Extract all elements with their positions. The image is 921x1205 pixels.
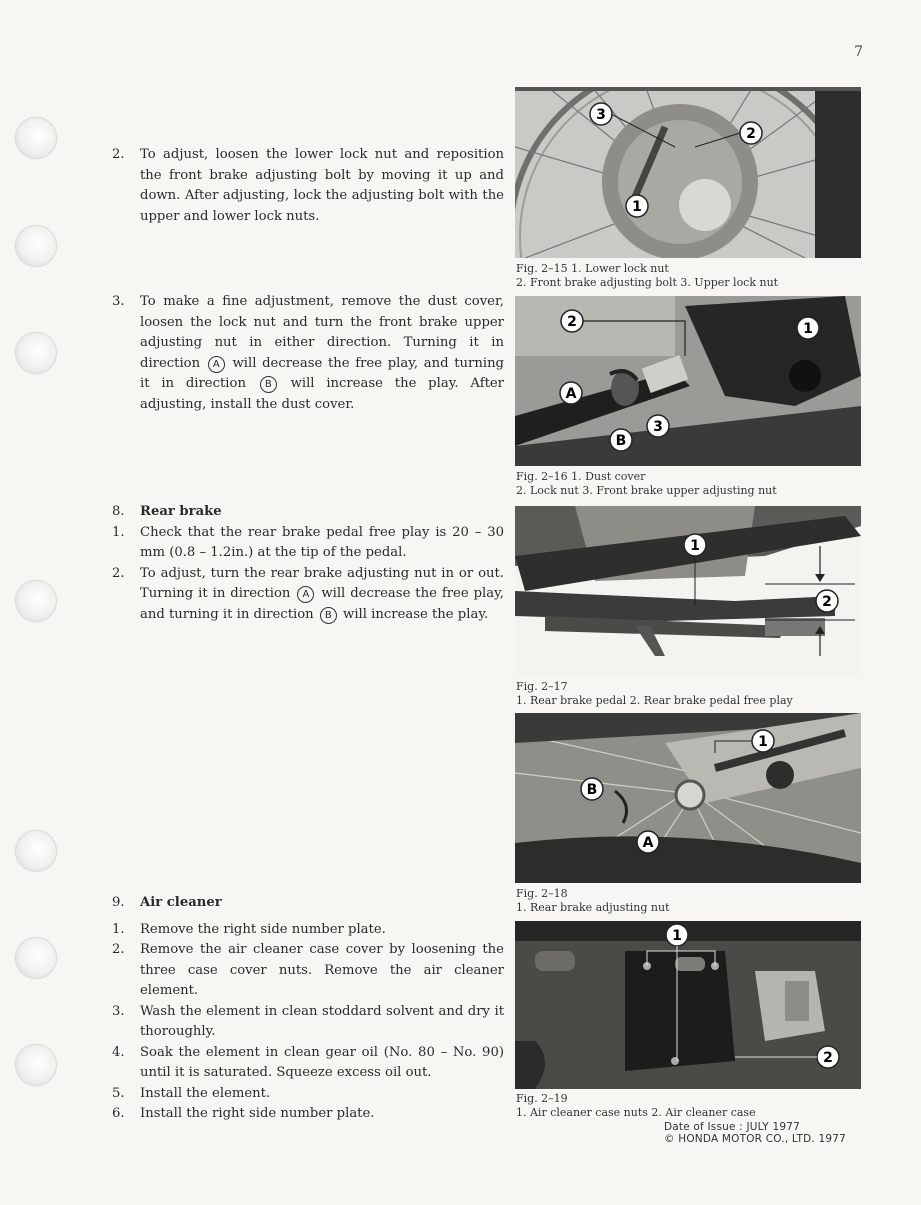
caption-line: Fig. 2–19 — [516, 1092, 568, 1105]
callout-3: 3 — [596, 107, 606, 123]
step-text-part: To adjust, turn the rear brake adjusting nut in or out. Turning it in direction — [140, 565, 504, 601]
caption-line: Fig. 2–18 — [516, 887, 568, 900]
step-3-fine-adjust — [112, 292, 504, 415]
callout-1: 1 — [632, 199, 642, 215]
step-number: 2. — [112, 147, 125, 162]
direction-a-symbol: A — [208, 356, 225, 373]
section-heading: Air cleaner — [140, 895, 222, 910]
step-text — [140, 292, 504, 415]
step-text-part: will decrease the free play, and turning it in direction — [140, 355, 504, 391]
punch-hole — [16, 1045, 56, 1085]
air-cleaner-section — [112, 893, 504, 1125]
step-text: Wash the element in clean stoddard solvent and dry it thoroughly. — [140, 1003, 504, 1039]
step-number: 3. — [112, 294, 125, 309]
caption-line: 1. Rear brake pedal 2. Rear brake pedal free play — [516, 693, 793, 707]
callout-2: 2 — [823, 1050, 833, 1066]
punch-hole — [16, 831, 56, 871]
callout-1: 1 — [758, 734, 768, 750]
section-heading: Rear brake — [140, 504, 222, 519]
step-number: 4. — [112, 1044, 125, 1060]
step-number: 2. — [112, 942, 125, 957]
page-number: 7 — [854, 44, 863, 60]
air-cleaner-case-illustration — [515, 921, 861, 1089]
step-number: 5. — [112, 1085, 125, 1101]
issue-date: Date of Issue : JULY 1977 — [664, 1121, 800, 1133]
section-number: 8. — [112, 504, 125, 519]
rear-brake-section — [112, 502, 504, 625]
step-number: 1. — [112, 921, 125, 937]
step-text: Remove the right side number plate. — [140, 921, 386, 937]
rear-brake-pedal-illustration — [515, 506, 861, 676]
punch-hole — [16, 333, 56, 373]
fig-2-15-photo — [515, 87, 861, 258]
section-number: 9. — [112, 895, 125, 910]
front-brake-drum-illustration — [515, 87, 861, 258]
caption-line: 2. Front brake adjusting bolt 3. Upper lock nut — [516, 275, 779, 289]
direction-b-symbol: B — [320, 607, 337, 624]
step-text-part: will decrease the free play, and turning it in direction — [140, 586, 504, 622]
step-2-front-adjust — [112, 145, 504, 227]
callout-2: 2 — [746, 126, 756, 142]
callout-a: A — [642, 835, 654, 851]
step-text: Install the element. — [140, 1085, 271, 1101]
step-text: Remove the air cleaner case cover by loosening the three case cover nuts. Remove the air cleaner element. — [140, 942, 504, 998]
callout-1: 1 — [672, 928, 682, 944]
caption-line: 1. Air cleaner case nuts 2. Air cleaner case — [516, 1105, 756, 1119]
step-text — [140, 564, 504, 626]
fig-2-18-caption — [516, 887, 670, 914]
step-text-part: To make a fine adjustment, remove the dust cover, loosen the lock nut and turn the front brake upper adjusting nut in either direction. Turning it in direction — [140, 294, 504, 371]
callout-b: B — [615, 433, 627, 449]
caption-line: Fig. 2–16 1. Dust cover — [516, 470, 646, 483]
step-number: 2. — [112, 565, 125, 581]
step-number: 1. — [112, 524, 125, 540]
step-text: To adjust, loosen the lower lock nut and reposition the front brake adjusting bolt by moving it up and down. After adjusting, lock the adjusting bolt with the upper and lower lock nuts. — [140, 147, 504, 224]
rear-brake-adjusting-illustration — [515, 713, 861, 883]
step-number: 6. — [112, 1106, 125, 1121]
fig-2-17-caption — [516, 680, 793, 707]
direction-a-symbol: A — [297, 586, 314, 603]
callout-2: 2 — [567, 314, 577, 330]
punch-hole — [16, 938, 56, 978]
step-text: Install the right side number plate. — [140, 1106, 375, 1121]
front-brake-cable-illustration — [515, 296, 861, 466]
fig-2-15-caption — [516, 262, 778, 289]
caption-line: Fig. 2–17 — [516, 680, 568, 693]
callout-a: A — [565, 386, 577, 402]
fig-2-19-caption — [516, 1092, 756, 1119]
punch-hole — [16, 118, 56, 158]
caption-line: 1. Rear brake adjusting nut — [516, 900, 670, 914]
callout-1: 1 — [803, 321, 813, 337]
issue-info — [664, 1121, 846, 1145]
step-number: 3. — [112, 1003, 125, 1019]
step-text-part: will increase the play. — [343, 606, 489, 622]
punch-hole — [16, 581, 56, 621]
fig-2-19-photo — [515, 921, 861, 1089]
fig-2-17-photo — [515, 506, 861, 676]
fig-2-16-photo — [515, 296, 861, 466]
step-text-part: will increase the play. After adjusting, install the dust cover. — [140, 376, 504, 412]
step-text: Check that the rear brake pedal free play is 20 – 30 mm (0.8 – 1.2in.) at the tip of the pedal. — [140, 524, 504, 560]
step-text: Soak the element in clean gear oil (No. 80 – No. 90) until it is saturated. Squeeze excess oil out. — [140, 1044, 504, 1080]
callout-2: 2 — [822, 594, 832, 610]
callout-3: 3 — [653, 419, 663, 435]
caption-line: 2. Lock nut 3. Front brake upper adjusting nut — [516, 483, 777, 497]
callout-1: 1 — [690, 538, 700, 554]
copyright: © HONDA MOTOR CO., LTD. 1977 — [664, 1133, 846, 1145]
punch-hole — [16, 226, 56, 266]
callout-b: B — [586, 782, 598, 798]
direction-b-symbol: B — [260, 376, 277, 393]
fig-2-18-photo — [515, 713, 861, 883]
fig-2-16-caption — [516, 470, 777, 497]
caption-line: Fig. 2–15 1. Lower lock nut — [516, 262, 669, 275]
